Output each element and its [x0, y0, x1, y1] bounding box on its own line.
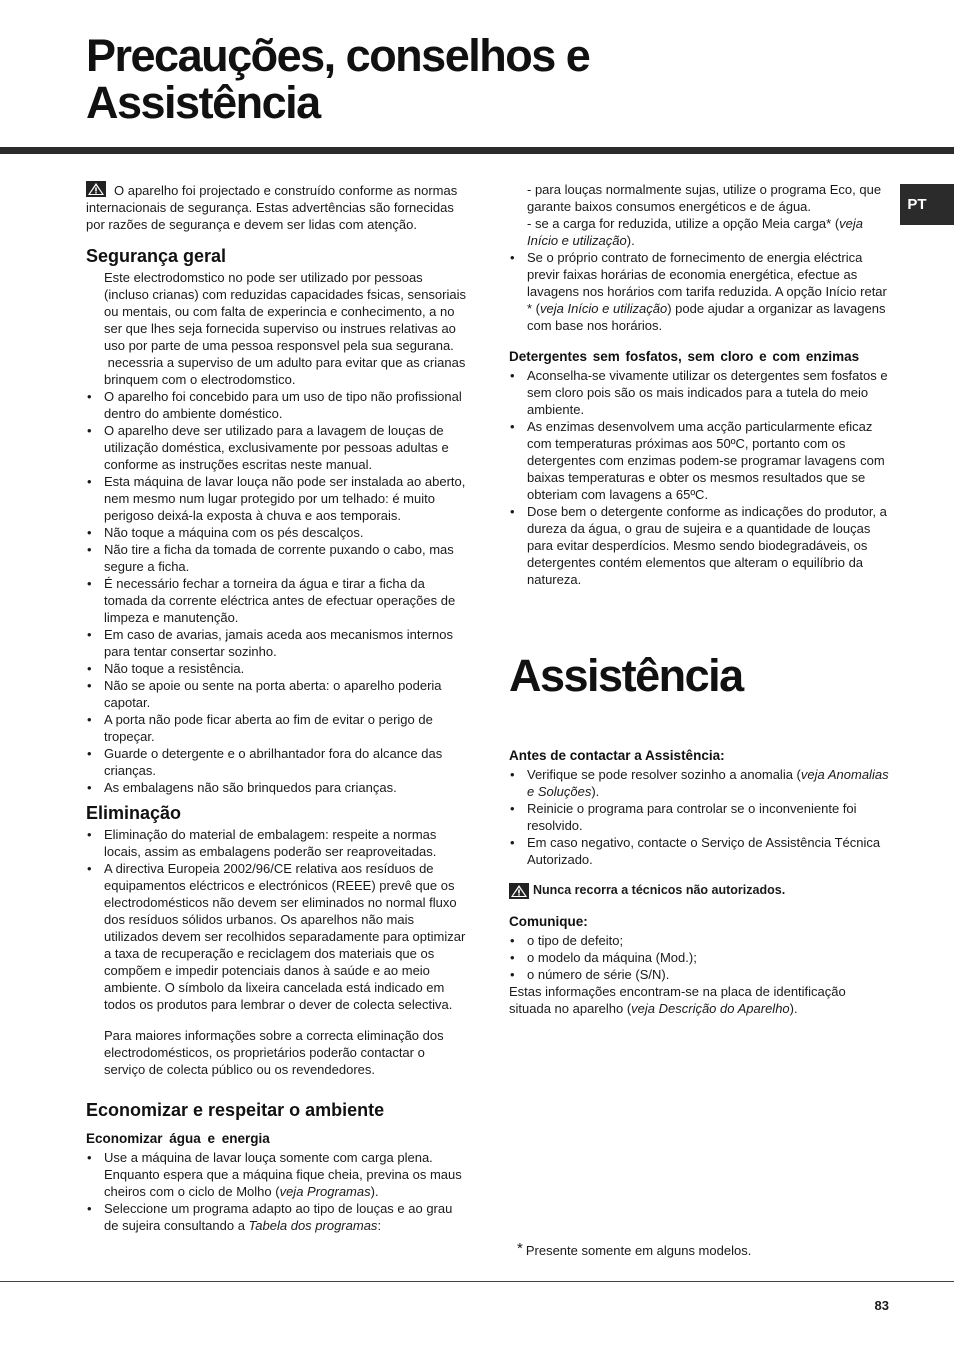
list-item: • Não se apoie ou sente na porta aberta: o aparelho poderia capotar. — [86, 677, 466, 711]
dash-item-eco: - para louças normalmente sujas, utilize o programa Eco, que garante baixos consumos energéticos e de água. — [527, 182, 882, 214]
item-text: Seleccione um programa adapto ao tipo de louças e ao grau de sujeira consultando a — [104, 1201, 453, 1233]
list-item: • o tipo de defeito; — [509, 932, 889, 949]
info-text: Estas informações encontram-se na placa de identificação situada no aparelho ( — [509, 984, 846, 1016]
cross-reference: veja Início e utilização — [540, 301, 668, 316]
list-item: • Em caso de avarias, jamais aceda aos mecanismos internos para tentar consertar sozinho. — [86, 626, 466, 660]
technician-warning — [509, 882, 889, 899]
list-item: • É necessário fechar a torneira da água e tirar a ficha da tomada da corrente eléctrica antes de efectuar operações de limpeza e manutenção. — [86, 575, 466, 626]
identification-info — [509, 983, 889, 1017]
footnote — [517, 1240, 751, 1258]
cross-reference: Tabela dos programas — [248, 1218, 378, 1233]
economy-heading: Economizar e respeitar o ambiente — [86, 1100, 385, 1120]
list-item — [509, 766, 889, 800]
info-text-end: ). — [789, 1001, 798, 1016]
before-contact-heading: Antes de contactar a Assistência: — [509, 748, 725, 763]
list-item: • O aparelho foi concebido para um uso de tipo não profissional dentro do ambiente doméstico. — [86, 388, 466, 422]
disposal-note: Para maiores informações sobre a correcta eliminação dos electrodomésticos, os proprietários poderão contactar o serviço de colecta público ou os revendedores. — [104, 1028, 444, 1077]
dash-item-half-load — [509, 215, 889, 249]
list-item: • Reinicie o programa para controlar se o inconveniente foi resolvido. — [509, 800, 889, 834]
item-text: Verifique se pode resolver sozinho a anomalia ( — [527, 767, 801, 782]
right-column — [509, 181, 889, 1017]
list-item: • Não tire a ficha da tomada de corrente puxando o cabo, mas segure a ficha. — [86, 541, 466, 575]
list-item: • O aparelho deve ser utilizado para a lavagem de louças de utilização doméstica, exclusivamente por pessoas adultas e conforme as instruções escritas neste manual. — [86, 422, 466, 473]
list-item: • o número de série (S/N). — [509, 966, 889, 983]
safety-list — [86, 388, 466, 796]
safety-paragraph-2: necessria a superviso de um adulto para evitar que as crianas brinquem com o electrodomstico. — [104, 355, 469, 387]
disposal-list — [86, 826, 466, 1013]
list-item: • Guarde o detergente e o abrilhantador fora do alcance das crianças. — [86, 745, 466, 779]
cross-reference: veja Anomalias e Soluções — [527, 767, 889, 799]
list-item: • Esta máquina de lavar louça não pode ser instalada ao aberto, nem mesmo num lugar protegido por um telhado: é muito perigoso deixá-la exposta à chuva e aos temporais. — [86, 473, 466, 524]
item-text-end: : — [377, 1218, 382, 1233]
left-column — [86, 181, 469, 1234]
list-item: • A porta não pode ficar aberta ao fim de evitar o perigo de tropeçar. — [86, 711, 466, 745]
language-tab — [900, 184, 954, 225]
cross-reference: veja Programas — [279, 1184, 371, 1199]
item-text-end: ). — [591, 784, 600, 799]
communicate-heading: Comunique: — [509, 914, 588, 929]
page-number: 83 — [874, 1298, 889, 1313]
warning-triangle-icon — [509, 883, 529, 899]
before-contact-list — [509, 766, 889, 868]
list-item — [86, 1149, 466, 1200]
language-tab-label: PT — [907, 196, 927, 213]
list-item: • o modelo da máquina (Mod.); — [509, 949, 889, 966]
tariff-list — [509, 249, 889, 334]
water-energy-subheading: Economizar água e energia — [86, 1131, 270, 1146]
disposal-heading: Eliminação — [86, 803, 182, 823]
list-item: • Dose bem o detergente conforme as indicações do produtor, a dureza da água, o grau de sujeira e a quantidade de louças para evitar desperdícios. Mesmo sendo biodegradáveis, os detergentes contém elementos que alteram o equilíbrio da natureza. — [509, 503, 889, 588]
list-item: • As enzimas desenvolvem uma acção particularmente eficaz com temperaturas próximas aos 50ºC, portanto com os detergentes com enzimas podem-se programar lavagens com baixas temperaturas e obter os mesmos resultados que se obteriam com lavagens a 65ºC. — [509, 418, 889, 503]
item-text: Se o próprio contrato de fornecimento de energia eléctrica previr faixas horárias de economia energética, efectue as lavagens nos horários com tarifa reduzida. A opção Início retar * ( — [527, 250, 887, 316]
dash-text: - se a carga for reduzida, utilize a opção Meia carga* ( — [527, 216, 840, 231]
list-item: • As embalagens não são brinquedos para crianças. — [86, 779, 466, 796]
safety-heading: Segurança geral — [86, 246, 227, 266]
footnote-asterisk: * — [517, 1240, 523, 1257]
detergents-subheading: Detergentes sem fosfatos, sem cloro e com enzimas — [509, 349, 860, 364]
footnote-text: Presente somente em alguns modelos. — [525, 1243, 752, 1258]
dash-text-end: ). — [626, 233, 635, 248]
list-item: • Em caso negativo, contacte o Serviço de Assistência Técnica Autorizado. — [509, 834, 889, 868]
item-text: Use a máquina de lavar louça somente com carga plena. Enquanto espera que a máquina fique cheia, previna os maus cheiros com o ciclo de Molho ( — [104, 1150, 462, 1199]
list-item: • Eliminação do material de embalagem: respeite a normas locais, assim as embalagens poderão ser reaproveitadas. — [86, 826, 466, 860]
economy-list — [86, 1149, 466, 1234]
list-item: • A directiva Europeia 2002/96/CE relativa aos resíduos de equipamentos eléctricos e electrónicos (REEE) prevê que os electrodomésticos não devem ser eliminados no normal fluxo dos resíduos sólidos urbanos. Os aparelhos não mais utilizados devem ser recolhidos separadamente para optimizar a taxa de recuperação e reciclagem dos materiais que os compõem e impedir potenciais danos à saúde e ao meio ambiente. O símbolo da lixeira cancelada está indicado em todos os produtos para lembrar o dever de colecta selectiva. — [86, 860, 466, 1013]
cross-reference: veja Início e utilização — [527, 216, 864, 248]
assistance-title: Assistência — [509, 650, 743, 701]
intro-text: O aparelho foi projectado e construído conforme as normas internacionais de segurança. Estas advertências são fornecidas por razões de segurança e devem ser lidas com atenção. — [86, 183, 458, 232]
list-item: • Não toque a máquina com os pés descalços. — [86, 524, 466, 541]
safety-paragraph: Este electrodomstico no pode ser utilizado por pessoas (incluso crianas) com reduzidas capacidades fsicas, sensoriais ou mentais, ou com falta de experincia e conhecimento, a no ser que lhes seja fornecida superviso ou instrues relativas ao uso por parte de uma pessoa responsvel pela sua segurana. — [104, 270, 466, 353]
warning-text: Nunca recorra a técnicos não autorizados. — [533, 883, 786, 897]
page-title — [86, 32, 589, 126]
page-title-line-2: Assistência — [86, 77, 320, 128]
list-item — [509, 249, 889, 334]
page-title-line-1: Precauções, conselhos e — [86, 30, 590, 81]
detergents-list — [509, 367, 889, 588]
list-item — [86, 1200, 466, 1234]
warning-triangle-icon — [86, 181, 106, 197]
cross-reference: veja Descrição do Aparelho — [631, 1001, 790, 1016]
list-item: • Aconselha-se vivamente utilizar os detergentes sem fosfatos e sem cloro pois são os mais indicados para a tutela do meio ambiente. — [509, 367, 889, 418]
communicate-list — [509, 932, 889, 983]
item-text-end: ). — [370, 1184, 379, 1199]
list-item: • Não toque a resistência. — [86, 660, 466, 677]
header-rule — [0, 147, 954, 154]
footer-rule — [0, 1281, 954, 1282]
safety-intro — [86, 181, 466, 233]
item-text-end: ) pode ajudar a organizar as lavagens com base nos horários. — [527, 301, 886, 333]
